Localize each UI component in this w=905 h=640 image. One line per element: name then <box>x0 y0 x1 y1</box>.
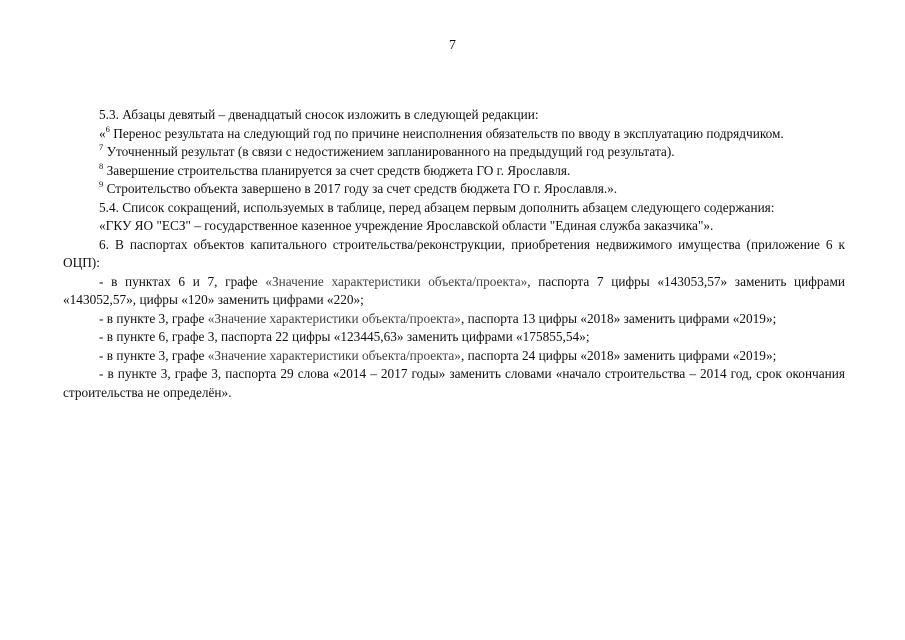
footnote-marker-8: 8 <box>99 160 104 171</box>
open-quote: « <box>99 125 106 141</box>
footnote-7-text: Уточненный результат (в связи с недостижением запланированного на предыдущий год результата). <box>103 144 675 159</box>
footnote-7-paragraph <box>63 143 845 162</box>
paragraph-5-4: 5.4. Список сокращений, используемых в таблице, перед абзацем первым дополнить абзацем следующего содержания: <box>99 199 775 215</box>
item-passport-7-before: - в пунктах 6 и 7, графе <box>99 273 266 289</box>
footnote-8-text: Завершение строительства планируется за счет средств бюджета ГО г. Ярославля. <box>103 162 571 178</box>
item-passport-22: - в пункте 6, графе 3, паспорта 22 цифры «123445,63» заменить цифрами «175855,54»; <box>99 329 590 344</box>
item-passport-24-before: - в пункте 3, графе <box>99 347 208 363</box>
item-passport-7-column-name: «Значение характеристики объекта/проекта» <box>265 273 528 289</box>
paragraph-6: 6. В паспортах объектов капитального строительства/реконструкции, приобретения недвижимого имущества (приложение 6 к ОЦП): <box>63 236 845 270</box>
item-passport-13 <box>63 310 845 329</box>
page-number: 7 <box>449 38 456 53</box>
item-passport-13-before: - в пункте 3, графе <box>99 310 208 326</box>
item-passport-7-after: , паспорта 7 цифры «143053,57» заменить цифрами «143052,57», цифры «120» заменить цифрами «220»; <box>63 273 845 307</box>
item-passport-29: - в пункте 3, графе 3, паспорта 29 слова «2014 – 2017 годы» заменить словами «начало строительства – 2014 год, срок окончания строительства не определён». <box>63 366 845 400</box>
footnote-9-paragraph <box>63 180 845 199</box>
item-passport-24-column-name: «Значение характеристики объекта/проекта» <box>207 347 461 363</box>
footnote-6-text: Перенос результата на следующий год по причине неисполнения обязательств по вводу в эксплуатацию подрядчиком. <box>109 125 784 141</box>
footnote-9-text: Строительство объекта завершено в 2017 году за счет средств бюджета ГО г. Ярославля.». <box>103 181 618 196</box>
item-passport-13-column-name: «Значение характеристики объекта/проекта» <box>207 310 461 326</box>
item-passport-24 <box>63 347 845 366</box>
document-body <box>63 106 845 402</box>
footnote-6-paragraph <box>63 125 845 144</box>
footnote-marker-6: 6 <box>105 123 110 134</box>
item-passport-13-after: , паспорта 13 цифры «2018» заменить цифрами «2019»; <box>460 310 777 326</box>
paragraph-5-3: 5.3. Абзацы девятый – двенадцатый сносок изложить в следующей редакции: <box>99 107 539 122</box>
footnote-marker-9: 9 <box>99 179 104 190</box>
footnote-8-paragraph <box>63 162 845 181</box>
footnote-marker-7: 7 <box>99 142 104 153</box>
item-passport-7 <box>63 273 845 310</box>
item-passport-24-after: , паспорта 24 цифры «2018» заменить цифрами «2019»; <box>460 347 777 363</box>
abbreviation-paragraph: «ГКУ ЯО "ЕСЗ" – государственное казенное учреждение Ярославской области "Единая служба заказчика"». <box>99 218 714 233</box>
